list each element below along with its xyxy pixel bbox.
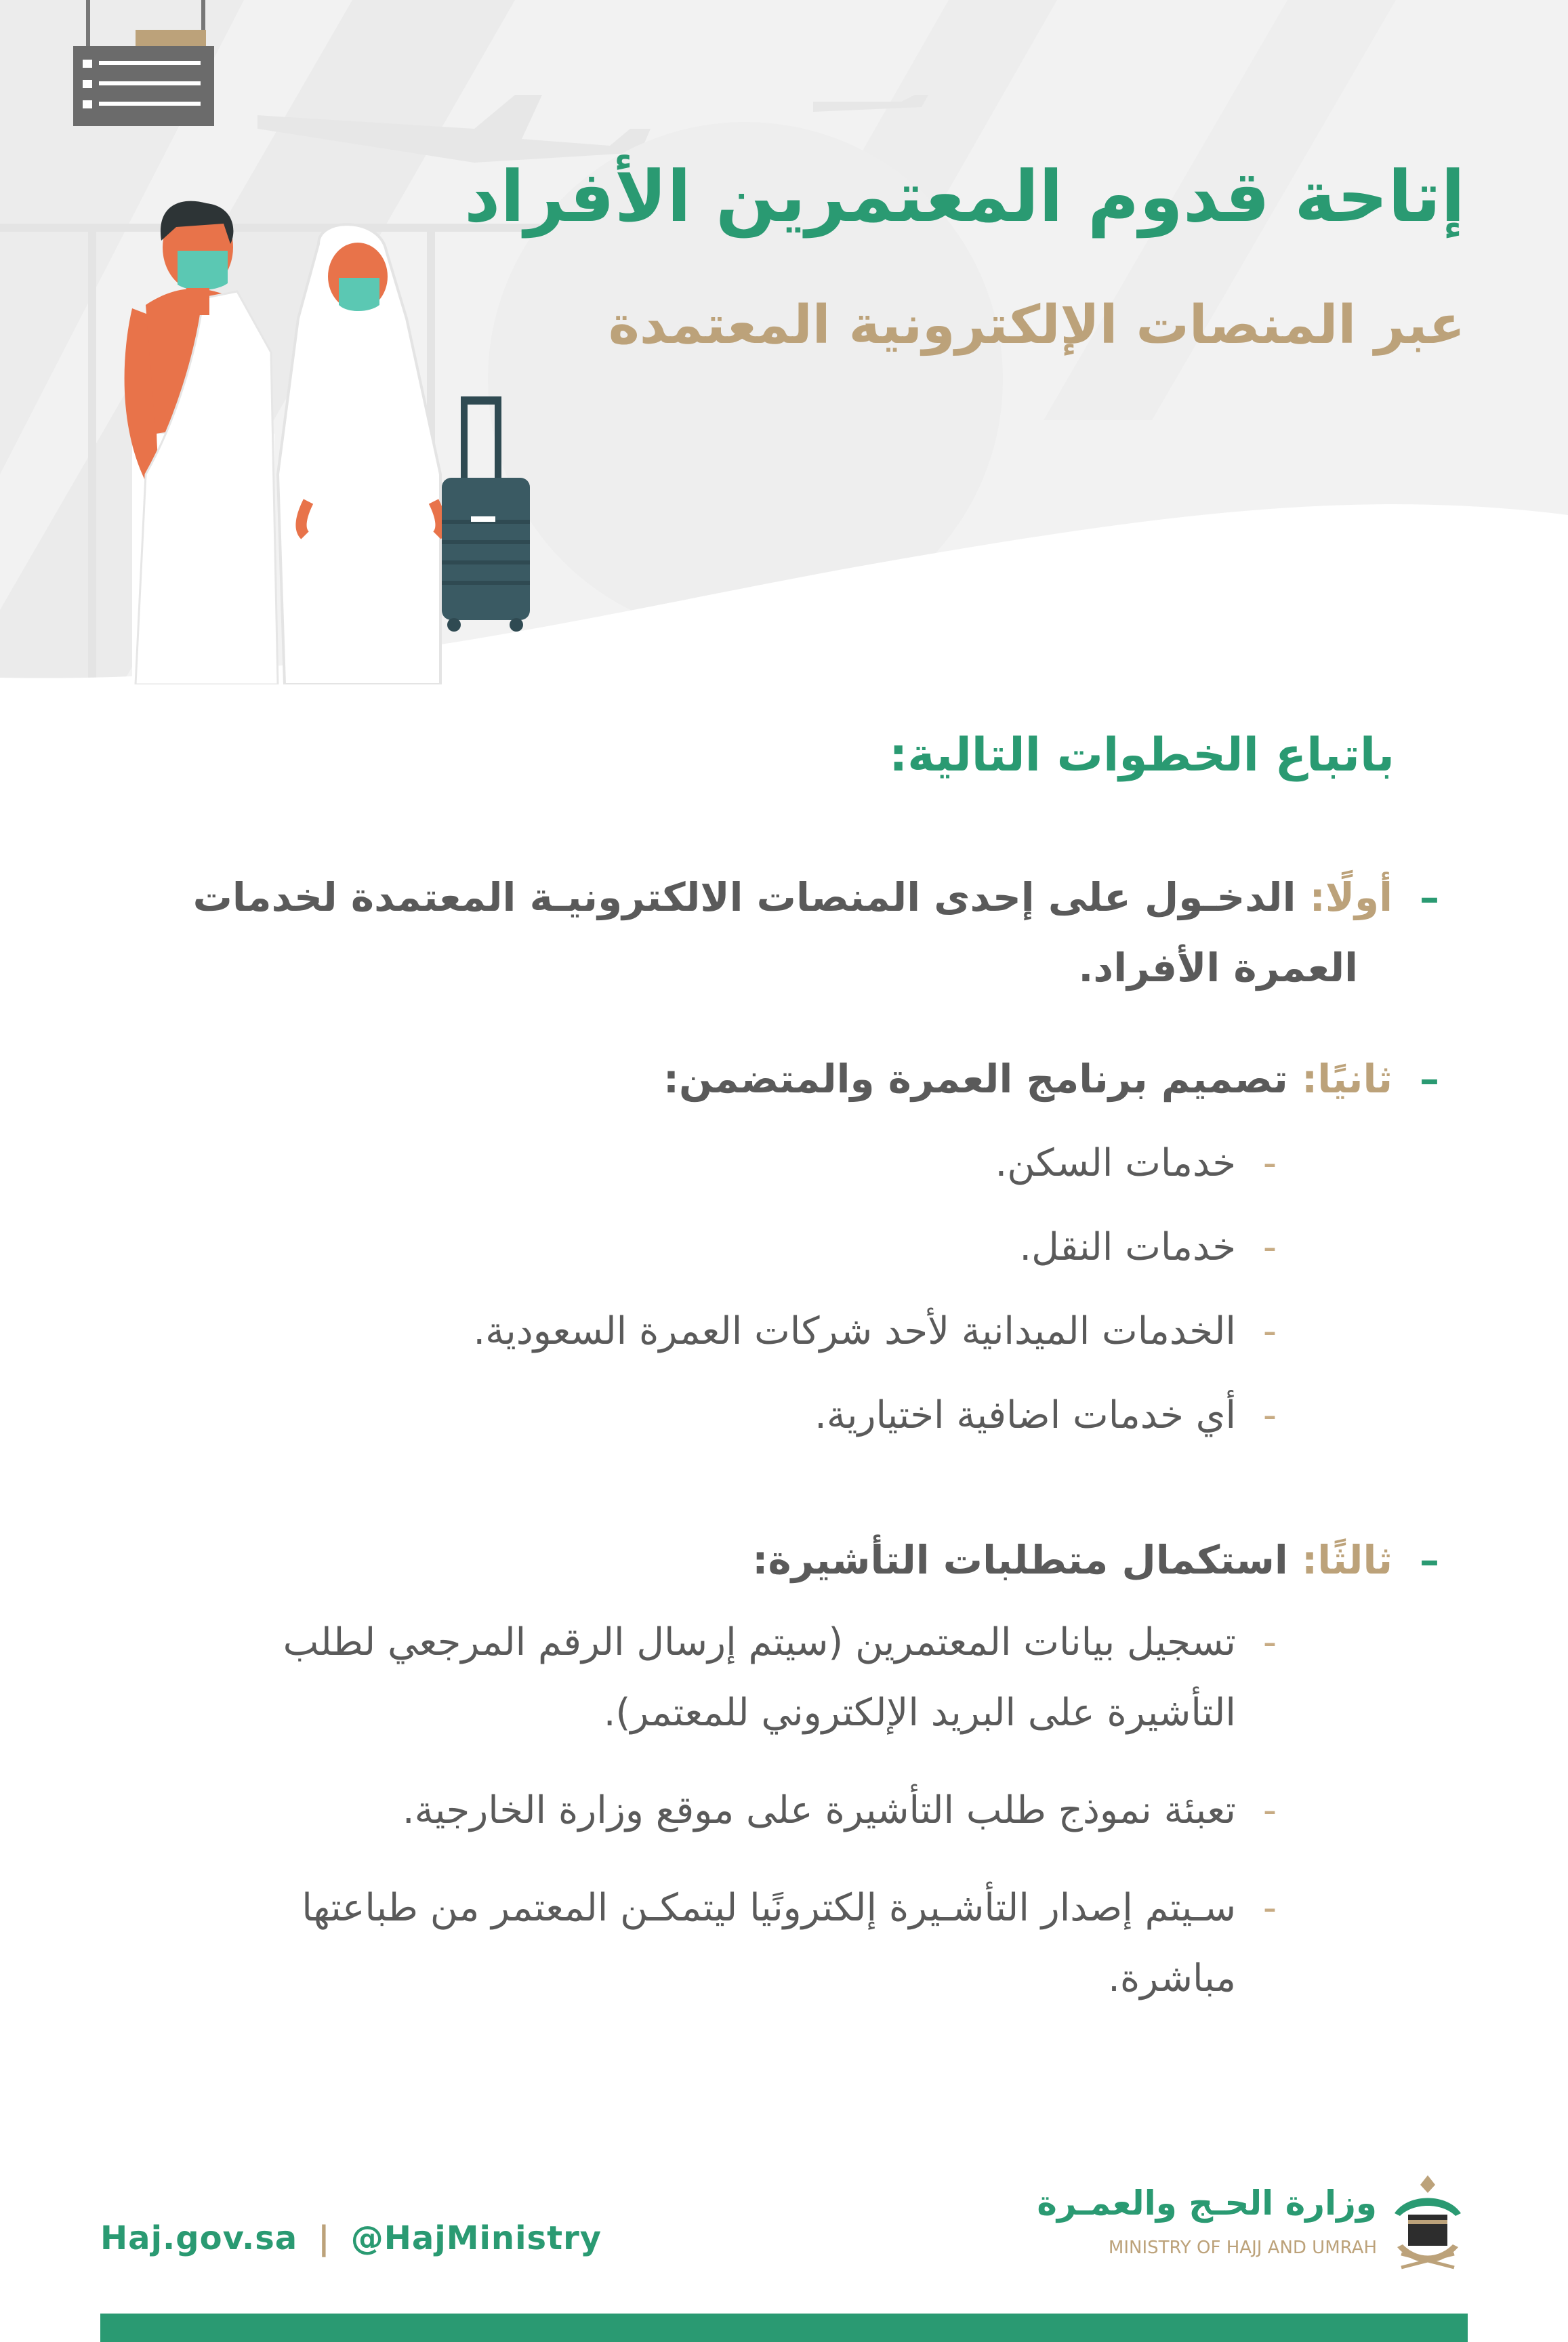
step-3-items [186, 1607, 1304, 2014]
list-item: - خدمات النقل. [111, 1212, 1304, 1283]
step-1 [125, 862, 1439, 1003]
ministry-logo-icon [1388, 2173, 1468, 2274]
list-item: - تسجيل بيانات المعتمرين (سيتم إرسال الرقم المرجعي لطلب التأشيرة على البريد الإلكتروني للمعتمر). [186, 1607, 1304, 1748]
footer-links [100, 2219, 602, 2257]
step-3 [125, 1525, 1439, 1595]
step-2 [125, 1044, 1439, 1114]
bullet-dash-icon: - [1262, 1309, 1277, 1353]
bullet-dash-icon: - [1262, 1393, 1277, 1437]
list-item: - سـيتم إصدار التأشـيرة إلكترونًيا ليتمكـن المعتمر من طباعتها مباشرة. [186, 1873, 1304, 2014]
social-handle-link[interactable]: @HajMinistry [350, 2219, 602, 2257]
list-item: - خدمات السكن. [111, 1128, 1304, 1199]
bullet-dash-icon: - [1262, 1225, 1277, 1269]
step-number: أولًا: [1309, 874, 1392, 920]
step-text-continued: العمرة الأفراد. [1078, 945, 1358, 991]
bullet-dash-icon: - [1262, 1886, 1277, 1930]
bullet-dash-icon: - [1262, 1788, 1277, 1832]
step-text: تصميم برنامج العمرة والمتضمن: [663, 1056, 1288, 1102]
list-item: - الخدمات الميدانية لأحد شركات العمرة السعودية. [111, 1296, 1304, 1367]
footer-separator: | [318, 2219, 331, 2257]
step-number: ثالثًا: [1302, 1537, 1392, 1583]
step-dash-icon: – [1420, 1056, 1439, 1102]
ministry-name-english: MINISTRY OF HAJJ AND UMRAH [1108, 2238, 1377, 2258]
step-2-items [111, 1128, 1304, 1451]
step-number: ثانيًا: [1302, 1056, 1392, 1102]
list-item: - تعبئة نموذج طلب التأشيرة على موقع وزارة الخارجية. [186, 1775, 1304, 1846]
bullet-dash-icon: - [1262, 1141, 1277, 1185]
website-link[interactable]: Haj.gov.sa [100, 2219, 298, 2257]
bullet-dash-icon: - [1262, 1620, 1277, 1664]
list-item: - أي خدمات اضافية اختيارية. [111, 1380, 1304, 1451]
step-dash-icon: – [1420, 874, 1439, 920]
step-text: استكمال متطلبات التأشيرة: [752, 1537, 1288, 1583]
footer-bar [100, 2314, 1468, 2342]
step-text: الدخـول على إحدى المنصات الالكترونيـة المعتمدة لخدمات [192, 874, 1296, 920]
steps-heading: باتباع الخطوات التالية: [889, 728, 1395, 782]
page-title: إتاحة قدوم المعتمرين الأفراد [464, 155, 1465, 238]
page-subtitle: عبر المنصات الإلكترونية المعتمدة [608, 295, 1465, 356]
step-dash-icon: – [1420, 1537, 1439, 1583]
ministry-name-arabic: وزارة الحـج والعمـرة [1037, 2183, 1377, 2223]
